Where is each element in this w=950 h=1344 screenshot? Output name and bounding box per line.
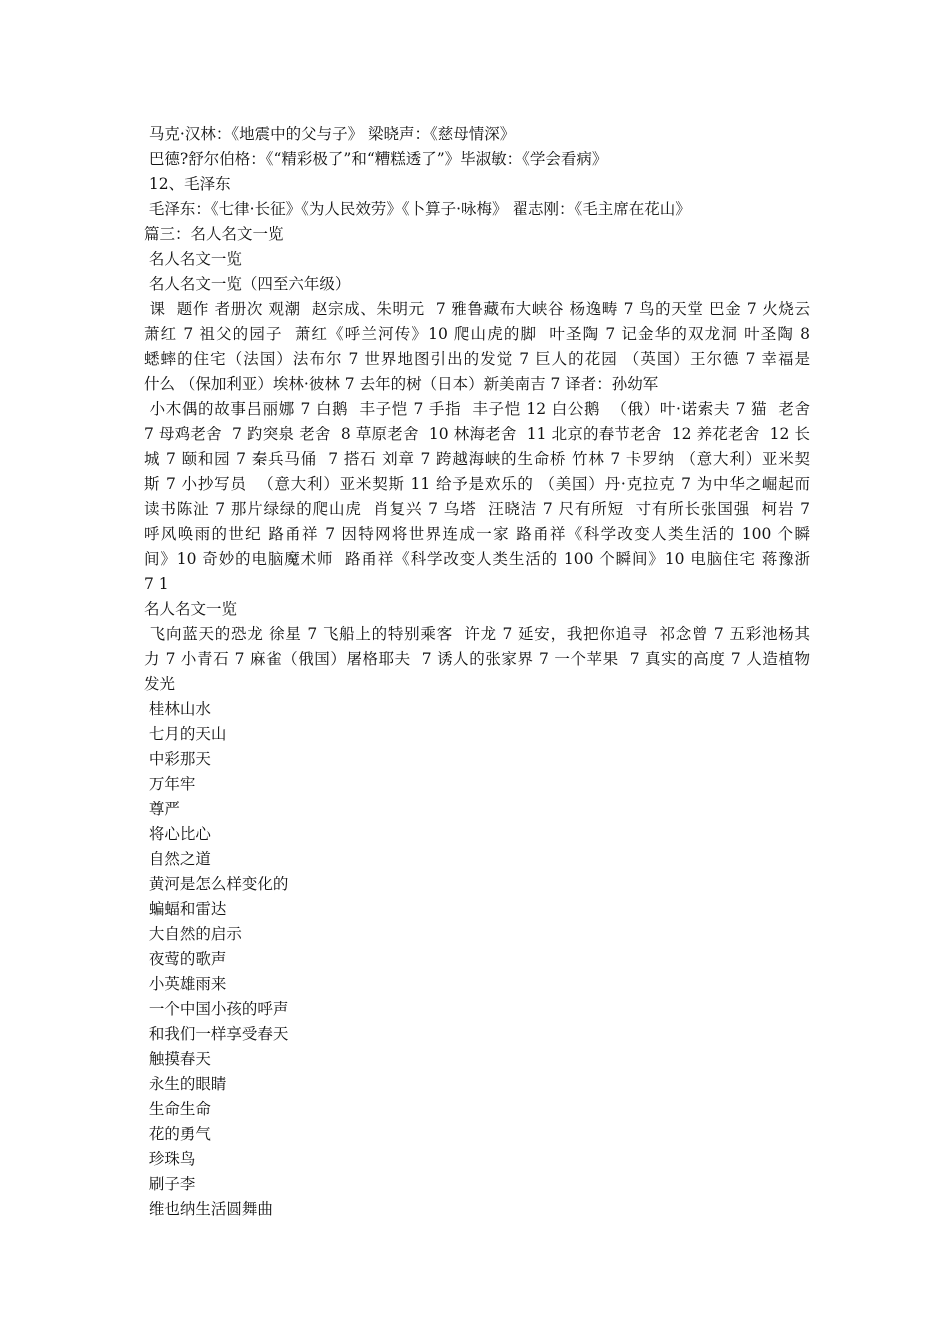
text-line: 马克·汉林：《地震中的父与子》 梁晓声：《慈母情深》 xyxy=(144,125,516,143)
list-item: 和我们一样享受春天 xyxy=(144,1025,289,1043)
text-line: 12、毛泽东 xyxy=(144,175,231,193)
paragraph-line: 飞向蓝天的恐龙 徐星 7 飞船上的特别乘客 许龙 7 延安，我把你追寻 祁念曾 7 五彩池杨其 xyxy=(144,625,810,643)
paragraph-line: 呼风唤雨的世纪 路甬祥 7 因特网将世界连成一家 路甬祥《科学改变人类生活的 100 个瞬 xyxy=(144,525,810,543)
paragraph-line: 发光 xyxy=(144,675,176,693)
paragraph-line: 间》10 奇妙的电脑魔术师 路甬祥《科学改变人类生活的 100 个瞬间》10 电脑住宅 蒋豫浙 xyxy=(144,550,810,568)
text-line: 毛泽东：《七律·长征》《为人民效劳》《卜算子·咏梅》 翟志刚：《毛主席在花山》 xyxy=(144,200,691,218)
paragraph-works-list-2 xyxy=(144,397,810,597)
paragraph-line: 力 7 小青石 7 麻雀（俄国）屠格耶夫 7 诱人的张家界 7 一个苹果 7 真实的高度 7 人造植物 xyxy=(144,650,810,668)
list-item: 大自然的启示 xyxy=(144,925,242,943)
list-item: 黄河是怎么样变化的 xyxy=(144,875,289,893)
list-item: 永生的眼睛 xyxy=(144,1075,227,1093)
list-item: 尊严 xyxy=(144,800,180,818)
paragraph-line: 蟋蟀的住宅（法国）法布尔 7 世界地图引出的发觉 7 巨人的花园 （英国）王尔德 7 幸福是 xyxy=(144,350,810,368)
list-item: 桂林山水 xyxy=(144,700,211,718)
paragraph-line: 什么 （保加利亚）埃林·彼林 7 去年的树（日本）新美南吉 7 译者：孙幼军 xyxy=(144,375,659,393)
paragraph-line: 小木偶的故事吕丽娜 7 白鹅 丰子恺 7 手指 丰子恺 12 白公鹅 （俄）叶·诺索夫 7 猫 老舍 xyxy=(144,400,810,418)
list-item: 触摸春天 xyxy=(144,1050,211,1068)
paragraph-line: 读书陈沚 7 那片绿绿的爬山虎 肖复兴 7 乌塔 汪晓洁 7 尺有所短 寸有所长张国强 柯岩 7 xyxy=(144,500,810,518)
list-item: 珍珠鸟 xyxy=(144,1150,196,1168)
list-item: 花的勇气 xyxy=(144,1125,211,1143)
paragraph-line: 斯 7 小抄写员 （意大利）亚米契斯 11 给予是欢乐的 （美国）丹·克拉克 7 为中华之崛起而 xyxy=(144,475,810,493)
section-heading: 篇三：名人名文一览 xyxy=(144,225,284,243)
paragraph-line: 课 题作 者册次 观潮 赵宗成、朱明元 7 雅鲁藏布大峡谷 杨逸畴 7 鸟的天堂 巴金 7 火烧云 xyxy=(144,300,810,318)
list-item: 自然之道 xyxy=(144,850,211,868)
paragraph-line: 7 1 xyxy=(144,575,169,593)
list-item: 将心比心 xyxy=(144,825,211,843)
list-item: 生命生命 xyxy=(144,1100,211,1118)
list-item: 维也纳生活圆舞曲 xyxy=(144,1200,273,1218)
paragraph-line: 7 母鸡老舍 7 趵突泉 老舍 8 草原老舍 10 林海老舍 11 北京的春节老舍 12 养花老舍 12 长 xyxy=(144,425,810,443)
list-item: 万年牢 xyxy=(144,775,196,793)
title-list xyxy=(144,697,810,1222)
list-item: 七月的天山 xyxy=(144,725,227,743)
subheading: 名人名文一览 xyxy=(144,250,242,268)
list-item: 一个中国小孩的呼声 xyxy=(144,1000,289,1018)
list-item: 蝙蝠和雷达 xyxy=(144,900,227,918)
list-item: 刷子李 xyxy=(144,1175,196,1193)
list-item: 小英雄雨来 xyxy=(144,975,227,993)
list-item: 夜莺的歌声 xyxy=(144,950,227,968)
section-heading: 名人名文一览 xyxy=(144,600,238,618)
text-line: 巴德?舒尔伯格：《“精彩极了”和“糟糕透了”》毕淑敏：《学会看病》 xyxy=(144,150,608,168)
list-item: 中彩那天 xyxy=(144,750,211,768)
paragraph-works-list-1 xyxy=(144,297,810,397)
paragraph-works-list-3 xyxy=(144,622,810,697)
document-page xyxy=(144,122,810,1222)
subheading: 名人名文一览（四至六年级） xyxy=(144,275,351,293)
paragraph-line: 萧红 7 祖父的园子 萧红《呼兰河传》10 爬山虎的脚 叶圣陶 7 记金华的双龙洞 叶圣陶 8 xyxy=(144,325,810,343)
paragraph-line: 城 7 颐和园 7 秦兵马俑 7 搭石 刘章 7 跨越海峡的生命桥 竹林 7 卡罗纳 （意大利）亚米契 xyxy=(144,450,810,468)
